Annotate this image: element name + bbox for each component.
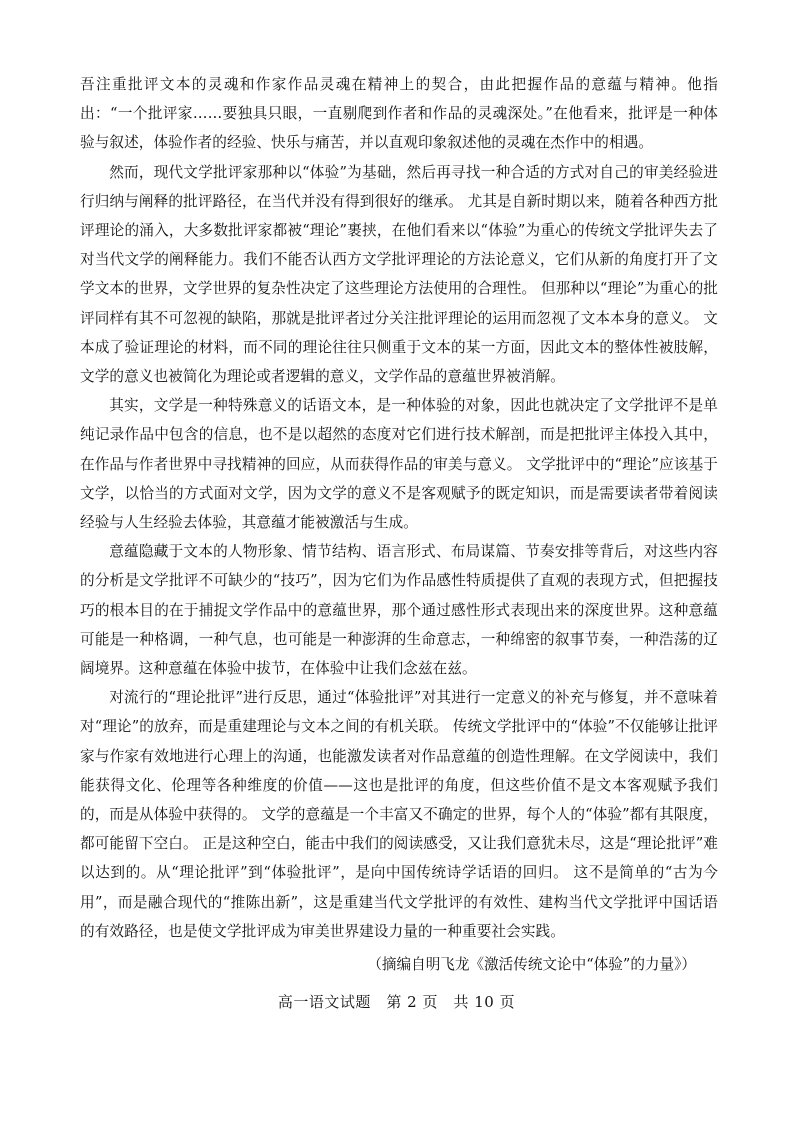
source-citation: （摘编自明飞龙《激活传统文论中“体验”的力量》）	[367, 956, 696, 974]
page-footer: 高一语文试题 第 2 页 共 10 页	[277, 993, 516, 1011]
paragraph-5: 对流行的“理论批评”进行反思，通过“体验批评”对其进行一定意义的补充与修复，并不意味着对“理论”的放弃，而是重建理论与文本之间的有机关联。 传统文学批评中的“体验”不仅能够让批评家与作家有效地进行心理上的沟通，也能激发读者对作品意蕴的创造性理解。在文学阅读中，我们能获得文化、伦理等各种维度的价值——这也是批评的角度，但这些价值不是文本客观赋予我们的，而是从体验中获得的。 文学的意蕴是一个丰富又不确定的世界，每个人的“体验”都有其限度，都可能留下空白。 正是这种空白，能击中我们的阅读感受，又让我们意犹未尽，这是“理论批评”难以达到的。从“理论批评”到“体验批评”，是向中国传统诗学话语的回归。 这不是简单的“古为今用”，而是融合现代的“推陈出新”，这是重建当代文学批评的有效性、建构当代文学批评中国话语的有效路径，也是使文学批评成为审美世界建设力量的一种重要社会实践。	[80, 689, 718, 940]
paragraph-3: 其实，文学是一种特殊意义的话语文本，是一种体验的对象，因此也就决定了文学批评不是单纯记录作品中包含的信息，也不是以超然的态度对它们进行技术解剖，而是把批评主体投入其中，在作品与作者世界中寻找精神的回应，从而获得作品的审美与意义。 文学批评中的“理论”应该基于文学，以恰当的方式面对文学，因为文学的意义不是客观赋予的既定知识，而是需要读者带着阅读经验与人生经验去体验，其意蕴才能被激活与生成。	[80, 397, 718, 532]
paragraph-4: 意蕴隐藏于文本的人物形象、情节结构、语言形式、布局谋篇、节奏安排等背后，对这些内容的分析是文学批评不可缺少的“技巧”，因为它们为作品感性特质提供了直观的表现方式，但把握技巧的根本目的在于捕捉文学作品中的意蕴世界，那个通过感性形式表现出来的深度世界。这种意蕴可能是一种格调，一种气息，也可能是一种澎湃的生命意志，一种绵密的叙事节奏，一种浩荡的辽阔境界。这种意蕴在体验中拔节，在体验中让我们念兹在兹。	[80, 543, 718, 678]
paragraph-1: 吾注重批评文本的灵魂和作家作品灵魂在精神上的契合，由此把握作品的意蕴与精神。他指出：“一个批评家……要独具只眼，一直剔爬到作者和作品的灵魂深处。”在他看来，批评是一种体验与叙述，体验作者的经验、快乐与痛苦，并以直观印象叙述他的灵魂在杰作中的相遇。	[80, 76, 718, 152]
paragraph-2: 然而，现代文学批评家那种以“体验”为基础，然后再寻找一种合适的方式对自己的审美经验进行归纳与阐释的批评路径，在当代并没有得到很好的继承。 尤其是自新时期以来，随着各种西方批评理论的涌入，大多数批评家都被“理论”裹挟，在他们看来以“体验”为重心的传统文学批评失去了对当代文学的阐释能力。我们不能否认西方文学批评理论的方法论意义，它们从新的角度打开了文学文本的世界，文学世界的复杂性决定了这些理论方法使用的合理性。 但那种以“理论”为重心的批评同样有其不可忽视的缺陷，那就是批评者过分关注批评理论的运用而忽视了文本本身的意义。 文本成了验证理论的材料，而不同的理论往往只侧重于文本的某一方面，因此文本的整体性被肢解，文学的意义也被简化为理论或者逻辑的意义，文学作品的意蕴世界被消解。	[80, 163, 718, 386]
article-body	[80, 70, 718, 979]
